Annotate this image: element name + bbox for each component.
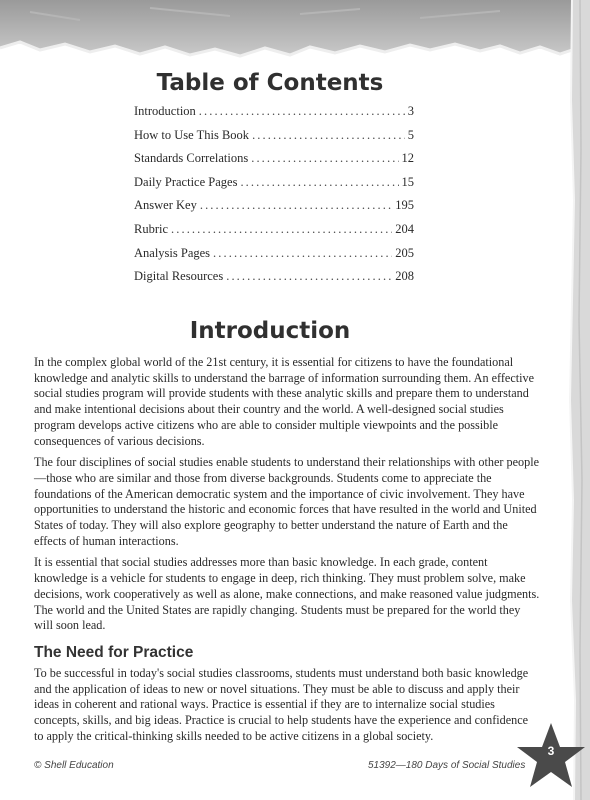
introduction-paragraph: It is essential that social studies addresses more than basic knowledge. In each grade, content knowledge is a vehicle for students to engage in deep, rich thinking. They must problem solve, make decisions, work cooperatively as well as alone, make connections, and make reasoned value judgments. The world and the United States are rapidly changing. Students must be prepared for the world they will soon lead. (34, 555, 540, 633)
toc-entry-label: How to Use This Book (134, 127, 250, 142)
toc-entry-label: Analysis Pages (134, 245, 211, 260)
introduction-title: Introduction (189, 318, 351, 344)
toc-entry[interactable] (134, 175, 414, 199)
toc-entry-page: 12 (401, 151, 414, 166)
toc-entry-label: Rubric (134, 221, 169, 236)
toc-leader-dots (199, 104, 405, 119)
body-text (34, 355, 540, 750)
toc-leader-dots (213, 246, 392, 261)
toc-leader-dots (252, 128, 405, 143)
toc-entry-label: Introduction (134, 104, 196, 118)
toc-entry-label: Digital Resources (134, 269, 224, 284)
footer-book-title: 51392—180 Days of Social Studies (368, 760, 526, 771)
toc-leader-dots (226, 269, 392, 284)
torn-paper-header (0, 0, 590, 70)
practice-heading: The Need for Practice (34, 643, 194, 661)
toc-entry-label: Answer Key (134, 198, 197, 213)
toc-entry-label: Daily Practice Pages (134, 174, 238, 189)
toc-entry-page: 3 (407, 104, 414, 118)
toc-entry-page: 5 (407, 127, 414, 142)
toc-entry[interactable] (134, 269, 414, 293)
toc-entry-page: 208 (395, 269, 414, 284)
toc-entry[interactable] (134, 104, 414, 128)
toc-entry[interactable] (134, 151, 414, 175)
toc-entry-label: Standards Correlations (134, 151, 249, 166)
toc-entry[interactable] (134, 128, 414, 152)
toc-entry[interactable] (134, 246, 414, 270)
introduction-paragraph: In the complex global world of the 21st century, it is essential for citizens to have the foundational knowledge and analytic skills to understand the barrage of information surrounding them. An effective social studies program will provide students with these analytic skills and prepare them to understand and make intentional decisions about their country and the world. A well-designed social studies program develops active citizens who are able to consider multiple viewpoints and the possible consequences of various decisions. (34, 355, 535, 448)
toc-entry[interactable] (134, 198, 414, 222)
toc-entry[interactable] (134, 222, 414, 246)
toc-list (134, 104, 414, 293)
toc-leader-dots (251, 151, 398, 166)
toc-entry-page: 15 (401, 174, 414, 189)
toc-title: Table of Contents (156, 70, 384, 96)
toc-leader-dots (200, 198, 392, 213)
toc-entry-page: 195 (395, 198, 414, 213)
toc-leader-dots (171, 222, 392, 237)
toc-leader-dots (240, 175, 398, 190)
practice-paragraph: To be successful in today's social studies classrooms, students must understand both basic knowledge and the application of ideas to new or novel situations. They must be able to discuss and apply their ideas in coherent and rational ways. Practice is essential if they are to internalize social studies concepts, skills, and big ideas. Practice is crucial to help students have the experience and confidence to apply the critical-thinking skills needed to be active citizens in a global society. (34, 665, 529, 743)
toc-entry-page: 205 (395, 245, 414, 260)
footer-publisher: © Shell Education (34, 760, 114, 771)
introduction-paragraph: The four disciplines of social studies enable students to understand their relationships with other people—those who are similar and those from diverse backgrounds. Students come to appreciate the foundations of the American democratic system and the importance of civic involvement. They have opportunities to understand the historic and economic forces that have resulted in the world and United States of today. They will also explore geography to better understand the nature of Earth and the effects of human interactions. (34, 455, 539, 548)
toc-entry-page: 204 (395, 221, 414, 236)
page-number: 3 (547, 744, 555, 758)
torn-paper-right-edge (544, 0, 590, 800)
